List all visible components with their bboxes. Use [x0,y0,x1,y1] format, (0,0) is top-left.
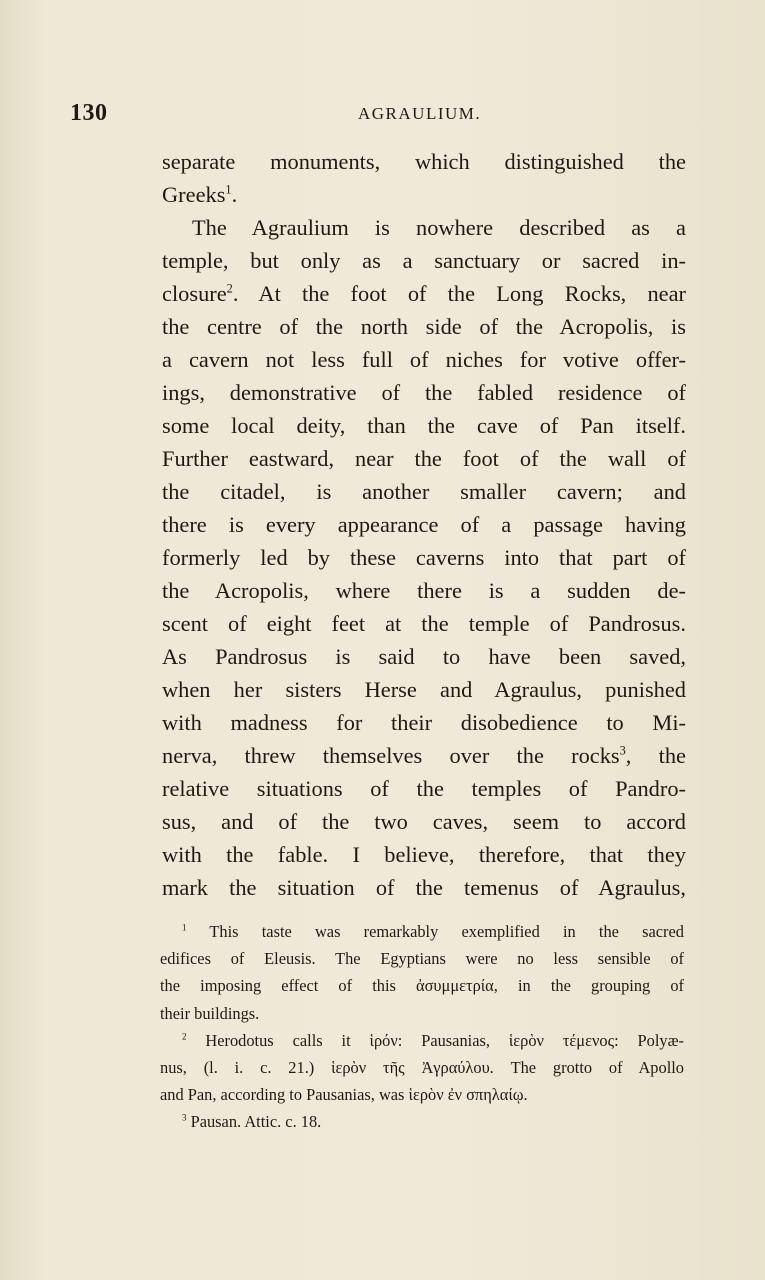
text-line [162,673,686,706]
line-text: The Agraulium is nowhere described as a [192,215,686,240]
footnote-marker: 1 [225,182,232,197]
text-line [162,211,686,244]
footnote-line [160,1081,684,1108]
line-text: nerva, threw themselves over the rocks [162,743,620,768]
line-text: a cavern not less full of niches for votive offer- [162,347,686,372]
page-number: 130 [70,100,108,126]
footnote-line [160,972,684,999]
text-line [162,409,686,442]
line-text: closure [162,281,227,306]
running-head: AGRAULIUM. [358,104,482,123]
text-line [162,277,686,310]
footnote-line [160,1027,684,1054]
line-text: sus, and of the two caves, seem to accord [162,809,686,834]
line-text: the centre of the north side of the Acropolis, is [162,314,686,339]
footnote-text: the imposing effect of this ἀσυμμετρία, in the grouping of [160,976,684,996]
footnote-text: and Pan, according to Pausanias, was ἱερὸν ἐν σπηλαίῳ. [160,1085,528,1105]
line-text: when her sisters Herse and Agraulus, punished [162,677,686,702]
footnote-line [160,1054,684,1081]
line-text: separate monuments, which distinguished the [162,149,686,174]
text-line [162,442,686,475]
footnote-text: nus, (l. i. c. 21.) ἱερὸν τῆς Ἀγραύλου. The grotto of Apollo [160,1057,684,1077]
line-text: temple, but only as a sanctuary or sacred in- [162,248,686,273]
line-text: the Acropolis, where there is a sudden de- [162,578,686,603]
text-line [162,343,686,376]
footnote-line [160,918,684,945]
footnote-marker: 3 [619,743,626,758]
footnote-number: 3 [182,1112,187,1123]
text-line [162,244,686,277]
line-text: Further eastward, near the foot of the wall of [162,446,686,471]
text-line [162,376,686,409]
text-line [162,475,686,508]
text-line [162,310,686,343]
page-header [70,100,720,134]
line-text: there is every appearance of a passage having [162,512,686,537]
footnotes [160,918,684,1136]
text-line [162,574,686,607]
line-text: the citadel, is another smaller cavern; and [162,479,686,504]
line-text: some local deity, than the cave of Pan itself. [162,413,686,438]
footnote-number: 2 [182,1031,187,1042]
footnote-line [160,1000,684,1027]
body-text [162,145,686,904]
footnote-text: Herodotus calls it ἱρόν: Pausanias, ἱερὸν τέμενος: Polyæ- [186,1030,684,1050]
text-line [162,607,686,640]
line-text: scent of eight feet at the temple of Pandrosus. [162,611,686,636]
text-line [162,871,686,904]
line-text-continued: . [231,182,238,207]
line-text: As Pandrosus is said to have been saved, [162,644,686,669]
footnote-text: edifices of Eleusis. The Egyptians were no less sensible of [160,949,684,969]
line-text: formerly led by these caverns into that part of [162,545,686,570]
footnote-text: Pausan. Attic. c. 18. [186,1112,322,1132]
line-text: Greeks [162,182,226,207]
text-line [162,838,686,871]
line-text-continued: , the [625,743,686,768]
text-line [162,640,686,673]
footnote-number: 1 [182,922,187,933]
line-text: mark the situation of the temenus of Agraulus, [162,875,686,900]
text-line [162,739,686,772]
text-line [162,706,686,739]
footnote-text: This taste was remarkably exemplified in the sacred [186,922,684,941]
text-line [162,178,686,211]
text-line [162,145,686,178]
text-line [162,541,686,574]
text-line [162,772,686,805]
line-text-continued: . At the foot of the Long Rocks, near [232,281,686,306]
footnote-line [160,1108,684,1135]
text-line [162,508,686,541]
line-text: relative situations of the temples of Pandro- [162,776,686,801]
footnote-text: their buildings. [160,1003,260,1023]
footnote-line [160,945,684,972]
footnote-marker: 2 [226,281,233,296]
text-line [162,805,686,838]
line-text: ings, demonstrative of the fabled residence of [162,380,686,405]
line-text: with madness for their disobedience to Mi- [162,710,686,735]
line-text: with the fable. I believe, therefore, that they [162,842,686,867]
